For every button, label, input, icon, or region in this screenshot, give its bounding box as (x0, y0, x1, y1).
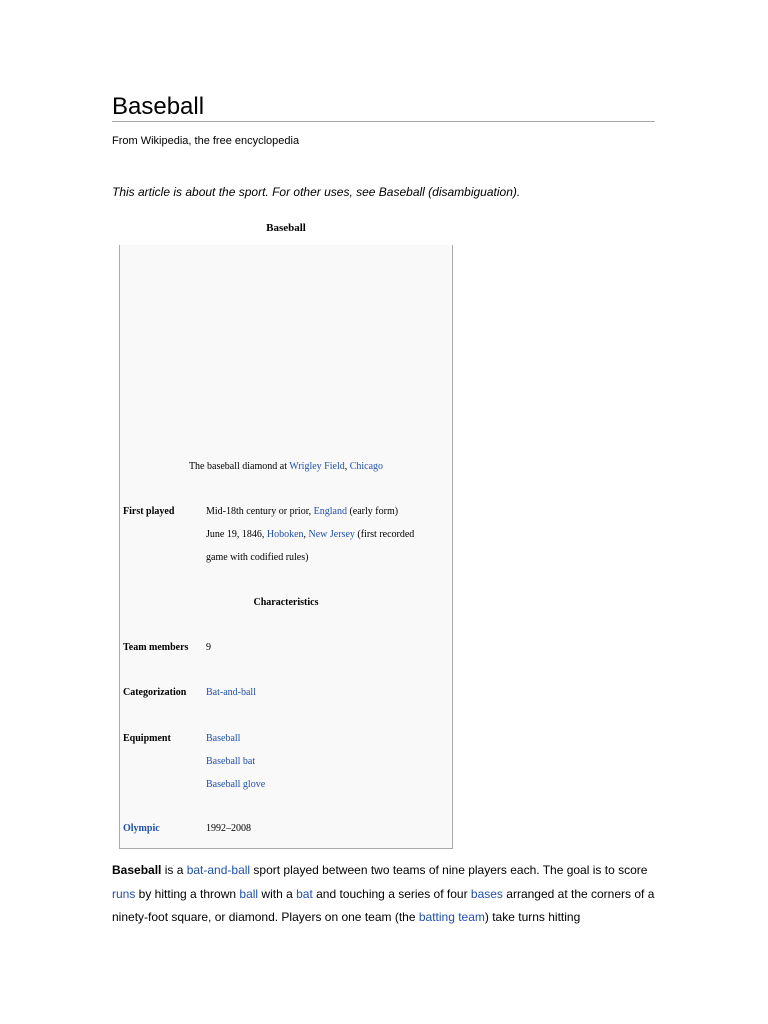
first-played-line2 (206, 528, 414, 542)
intro-text: is a (161, 863, 187, 877)
first-played-separator: , (303, 529, 309, 540)
first-played-note: (first recorded (354, 529, 415, 540)
link-bat-and-ball-inline[interactable]: bat-and-ball (186, 863, 251, 877)
olympic-value: 1992–2008 (206, 823, 251, 834)
link-bat[interactable]: bat (296, 886, 313, 901)
link-hoboken[interactable]: Hoboken (266, 529, 304, 540)
link-baseball-bat[interactable]: Baseball bat (206, 756, 256, 767)
link-baseball-glove[interactable]: Baseball glove (206, 779, 266, 790)
link-bat-and-ball[interactable]: Bat-and-ball (206, 687, 256, 698)
team-members-label: Team members (123, 642, 189, 653)
page-title: Baseball (112, 93, 205, 120)
intro-paragraph (112, 859, 660, 930)
caption-text: The baseball diamond at (188, 461, 290, 472)
title-divider (112, 121, 655, 122)
intro-text: ) take turns hitting (484, 910, 581, 924)
first-played-suffix: (early form) (346, 506, 399, 517)
infobox-title: Baseball (266, 222, 306, 234)
team-members-value: 9 (206, 642, 211, 653)
infobox-image-caption (120, 460, 452, 474)
link-batting-team[interactable]: batting team (418, 910, 485, 924)
intro-text: sport played between two teams of nine players each. The goal is to score (250, 863, 648, 877)
link-chicago[interactable]: Chicago (349, 461, 384, 472)
link-wrigley-field[interactable]: Wrigley Field (289, 461, 345, 472)
link-bases[interactable]: bases (470, 886, 503, 901)
first-played-label: First played (123, 506, 175, 517)
first-played-date: June 19, 1846, (206, 529, 267, 540)
categorization-label: Categorization (123, 687, 187, 698)
intro-text: with a (258, 886, 297, 901)
site-tagline: From Wikipedia, the free encyclopedia (112, 135, 300, 147)
link-runs[interactable]: runs (112, 886, 136, 901)
hatnote: This article is about the sport. For other uses, see Baseball (disambiguation). (112, 185, 521, 199)
link-new-jersey[interactable]: New Jersey (308, 529, 355, 540)
intro-text: by hitting a thrown (135, 886, 240, 901)
first-played-line1 (206, 505, 398, 519)
intro-bold-term: Baseball (112, 863, 162, 877)
infobox (119, 207, 453, 849)
intro-text: arranged at the corners of a ninety-foot square, or diamond. Players on one team (the (112, 886, 655, 924)
link-baseball[interactable]: Baseball (206, 733, 241, 744)
equipment-label: Equipment (123, 733, 171, 744)
caption-separator: , (344, 461, 350, 472)
first-played-line3: game with codified rules) (206, 552, 309, 563)
first-played-text: Mid-18th century or prior, (206, 506, 314, 517)
link-ball[interactable]: ball (239, 886, 259, 901)
intro-text: and touching a series of four (312, 886, 471, 901)
link-olympic[interactable]: Olympic (123, 823, 160, 834)
characteristics-header: Characteristics (253, 597, 319, 608)
link-england[interactable]: England (313, 506, 347, 517)
